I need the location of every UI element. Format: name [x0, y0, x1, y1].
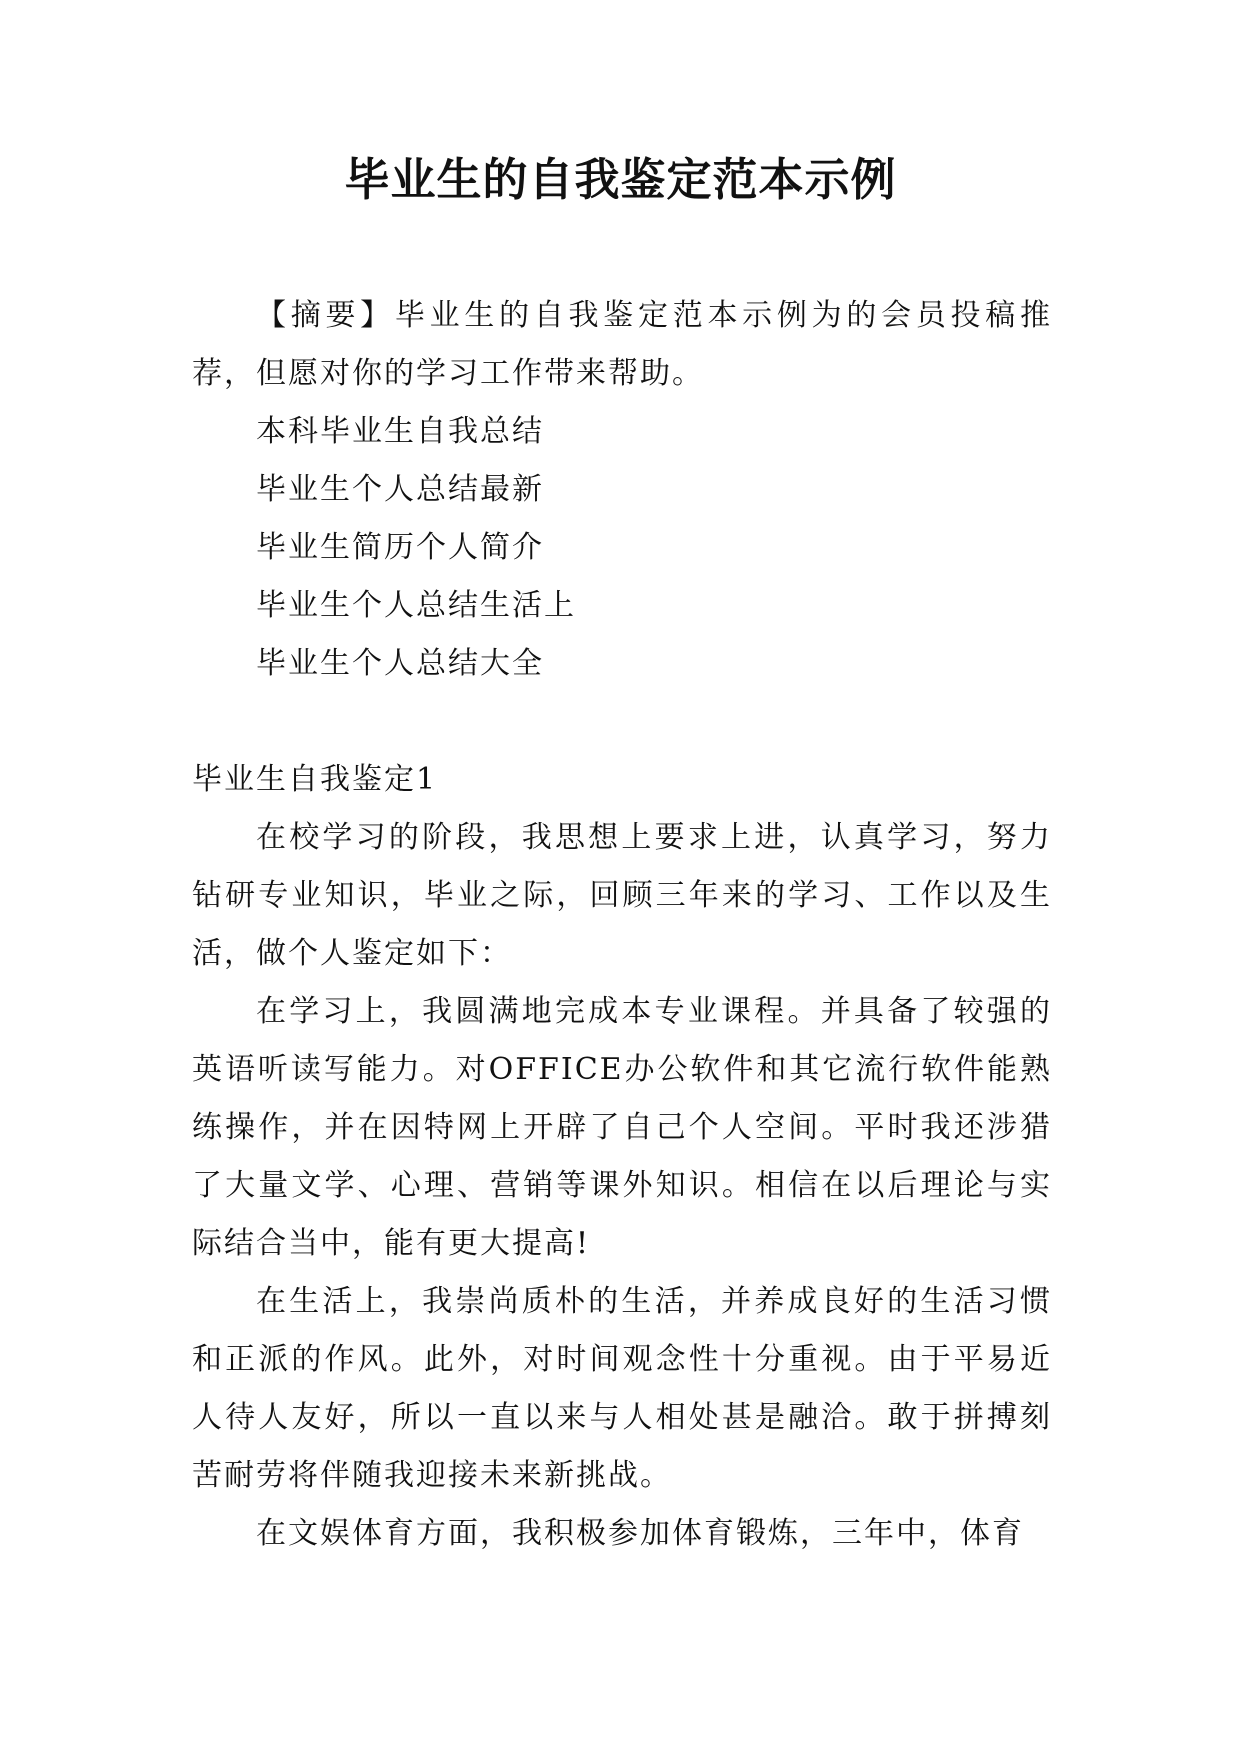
related-link[interactable]: 毕业生个人总结大全	[256, 646, 544, 681]
document-body	[192, 287, 1052, 1563]
related-link[interactable]: 本科毕业生自我总结	[256, 414, 544, 449]
abstract-paragraph: 【摘要】毕业生的自我鉴定范本示例为的会员投稿推荐，但愿对你的学习工作带来帮助。	[192, 298, 1052, 391]
body-paragraph: 在校学习的阶段，我思想上要求上进，认真学习，努力钻研专业知识，毕业之际，回顾三年来的学习、工作以及生活，做个人鉴定如下：	[192, 820, 1052, 971]
related-link[interactable]: 毕业生个人总结生活上	[256, 588, 576, 623]
section-heading: 毕业生自我鉴定1	[192, 762, 438, 797]
section-spacer	[192, 693, 1052, 751]
body-paragraph: 在文娱体育方面，我积极参加体育锻炼，三年中，体育	[256, 1516, 1024, 1551]
body-paragraph: 在生活上，我崇尚质朴的生活，并养成良好的生活习惯和正派的作风。此外，对时间观念性十分重视。由于平易近人待人友好，所以一直以来与人相处甚是融洽。敢于拼搏刻苦耐劳将伴随我迎接未来新挑战。	[192, 1284, 1052, 1493]
related-link[interactable]: 毕业生个人总结最新	[256, 472, 544, 507]
body-paragraph: 在学习上，我圆满地完成本专业课程。并具备了较强的英语听读写能力。对OFFICE办公软件和其它流行软件能熟练操作，并在因特网上开辟了自己个人空间。平时我还涉猎了大量文学、心理、营销等课外知识。相信在以后理论与实际结合当中，能有更大提高!	[192, 994, 1052, 1261]
related-link[interactable]: 毕业生简历个人简介	[256, 530, 544, 565]
related-links-list	[192, 403, 1052, 693]
document-title: 毕业生的自我鉴定范本示例	[344, 153, 897, 206]
